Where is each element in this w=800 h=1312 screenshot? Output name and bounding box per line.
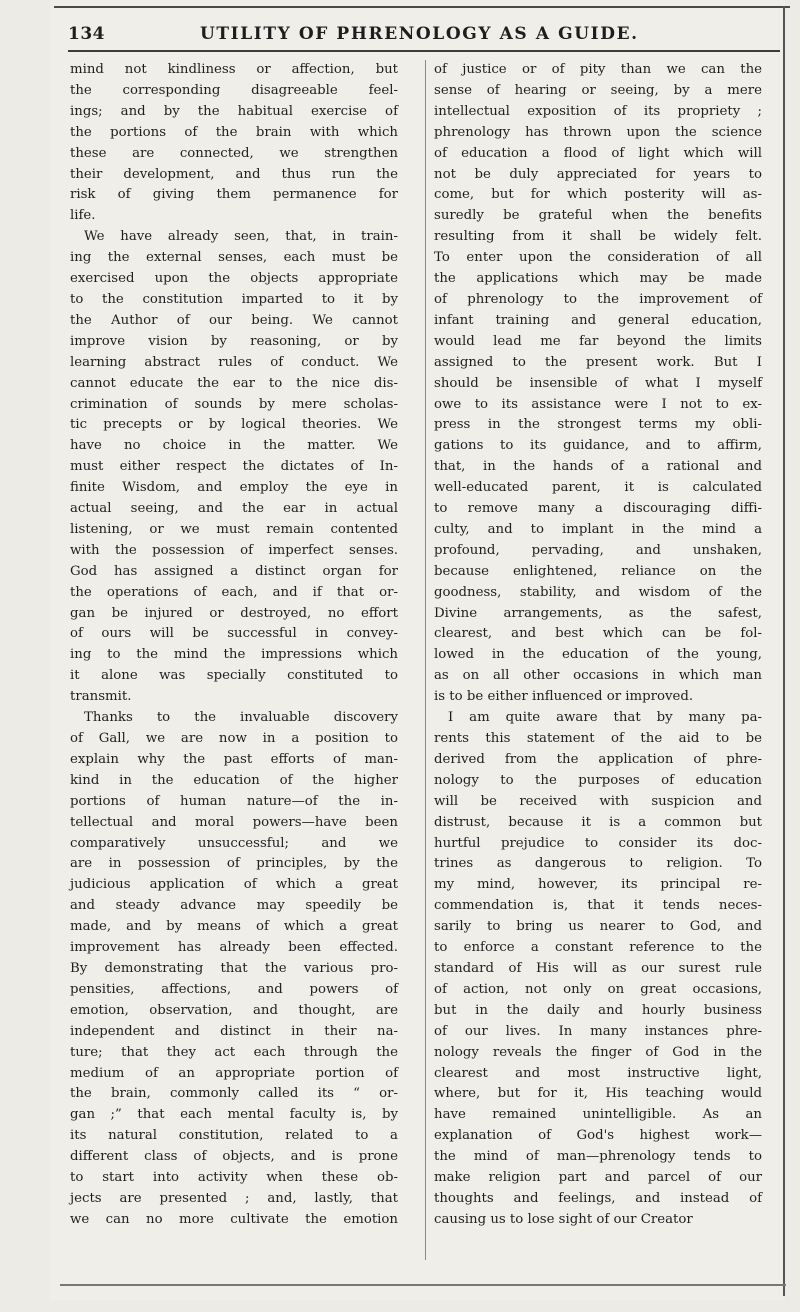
text-line: mind not kindliness or affection, but (70, 62, 398, 77)
text-line: ings; and by the habitual exercise of (70, 103, 398, 119)
text-line: nology to the purposes of education (434, 772, 762, 788)
text-line: ing the external senses, each must be (70, 250, 398, 266)
text-line: sense of hearing or seeing, by a mere (434, 82, 762, 98)
text-line: phrenology has thrown upon the science (434, 124, 762, 140)
running-title: UTILITY OF PHRENOLOGY AS A GUIDE. (200, 24, 639, 44)
text-line: commendation is, that it tends neces- (434, 898, 762, 914)
text-line: gations to its guidance, and to affirm, (434, 438, 762, 454)
text-line: lowed in the education of the young, (434, 647, 762, 663)
text-line: the corresponding disagreeable feel- (70, 82, 398, 98)
left-column (70, 60, 398, 1231)
text-line: make religion part and parcel of our (434, 1170, 762, 1186)
text-line: Thanks to the invaluable discovery (84, 710, 398, 726)
text-line: but in the daily and hourly business (434, 1002, 762, 1018)
text-line: the applications which may be made (434, 271, 762, 287)
text-line: comparatively unsuccessful; and we (70, 835, 398, 851)
text-line: my mind, however, its principal re- (434, 877, 762, 893)
text-line: crimination of sounds by mere scholas- (70, 396, 398, 412)
text-line: goodness, stability, and wisdom of the (434, 584, 762, 600)
text-line: To enter upon the consideration of all (434, 250, 762, 266)
text-line: God has assigned a distinct organ for (70, 563, 398, 579)
text-line: gan ;” that each mental faculty is, by (70, 1107, 398, 1123)
page-right-edge (783, 6, 785, 1296)
text-line: the Author of our being. We cannot (70, 312, 398, 328)
text-line: of Gall, we are now in a position to (70, 731, 398, 746)
text-line: that, in the hands of a rational and (434, 459, 762, 475)
text-line: the brain, commonly called its “ or- (70, 1086, 398, 1102)
column-divider (425, 60, 426, 1260)
text-line: its natural constitution, related to a (70, 1128, 398, 1144)
text-line: owe to its assistance were I not to ex- (434, 396, 762, 412)
text-line: risk of giving them permanence for (70, 187, 398, 203)
text-line: and steady advance may speedily be (70, 898, 398, 914)
text-line: I am quite aware that by many pa- (448, 710, 762, 726)
text-line: we can no more cultivate the emotion (70, 1211, 398, 1227)
text-line: to start into activity when these ob- (70, 1170, 398, 1186)
text-line: of action, not only on great occasions, (434, 981, 762, 997)
text-line: ing to the mind the impressions which (70, 647, 398, 663)
text-line: tic precepts or by logical theories. We (70, 417, 398, 433)
text-line: not be duly appreciated for years to (434, 166, 762, 182)
text-line: are in possession of principles, by the (70, 856, 398, 872)
text-line: learning abstract rules of conduct. We (70, 354, 398, 370)
text-line: standard of His will as our surest rule (434, 960, 762, 976)
text-line: the mind of man—phrenology tends to (434, 1149, 762, 1165)
text-line: as on all other occasions in which man (434, 668, 762, 684)
text-line: would lead me far beyond the limits (434, 333, 762, 349)
text-line: sarily to bring us nearer to God, and (434, 919, 762, 935)
running-header (68, 24, 778, 50)
text-line: finite Wisdom, and employ the eye in (70, 480, 398, 496)
text-line: because enlightened, reliance on the (434, 563, 762, 579)
text-line: culty, and to implant in the mind a (434, 521, 762, 537)
text-line: rents this statement of the aid to be (434, 731, 762, 746)
text-line: medium of an appropriate portion of (70, 1065, 398, 1081)
right-column (434, 60, 762, 1231)
text-line: must either respect the dictates of In- (70, 459, 398, 475)
text-line: with the possession of imperfect senses. (70, 542, 398, 558)
text-line: causing us to lose sight of our Creator (434, 1211, 693, 1227)
text-line: infant training and general education, (434, 312, 762, 328)
text-line: exercised upon the objects appropriate (70, 271, 398, 287)
text-line: Divine arrangements, as the safest, (434, 605, 762, 621)
text-line: is to be either influenced or improved. (434, 689, 694, 705)
text-line: pensities, affections, and powers of (70, 981, 398, 997)
page-top-edge (54, 6, 790, 8)
text-line: transmit. (70, 689, 132, 705)
header-rule (68, 50, 780, 52)
text-line: press in the strongest terms my obli- (434, 417, 762, 433)
text-line: improve vision by reasoning, or by (70, 333, 398, 349)
text-line: different class of objects, and is prone (70, 1149, 398, 1165)
text-line: thoughts and feelings, and instead of (434, 1190, 762, 1206)
text-line: improvement has already been effected. (70, 940, 398, 956)
text-line: of phrenology to the improvement of (434, 291, 762, 307)
text-line: to the constitution imparted to it by (70, 291, 398, 307)
text-line: life. (70, 208, 96, 224)
text-line: gan be injured or destroyed, no effort (70, 605, 398, 621)
text-line: to remove many a discouraging diffi- (434, 501, 762, 517)
text-line: trines as dangerous to religion. To (434, 856, 762, 872)
text-line: explanation of God's highest work— (434, 1128, 762, 1144)
text-line: should be insensible of what I myself (434, 375, 762, 391)
page-number: 134 (68, 24, 105, 44)
text-line: of justice or of pity than we can the (434, 62, 762, 77)
text-line: have no choice in the matter. We (70, 438, 398, 454)
text-line: independent and distinct in their na- (70, 1023, 398, 1039)
text-line: made, and by means of which a great (70, 919, 398, 935)
text-line: actual seeing, and the ear in actual (70, 501, 398, 517)
text-line: it alone was specially constituted to (70, 668, 398, 684)
text-line: We have already seen, that, in train- (84, 229, 398, 245)
text-line: cannot educate the ear to the nice dis- (70, 375, 398, 391)
text-line: the portions of the brain with which (70, 124, 398, 140)
text-line: will be received with suspicion and (434, 793, 762, 809)
text-line: to enforce a constant reference to the (434, 940, 762, 956)
text-line: explain why the past efforts of man- (70, 751, 398, 767)
text-line: emotion, observation, and thought, are (70, 1002, 398, 1018)
text-line: resulting from it shall be widely felt. (434, 229, 762, 245)
text-line: of education a flood of light which will (434, 145, 762, 161)
text-line: distrust, because it is a common but (434, 814, 762, 830)
text-line: these are connected, we strengthen (70, 145, 398, 161)
page-bottom-edge (60, 1284, 786, 1286)
text-line: come, but for which posterity will as- (434, 187, 762, 203)
text-line: clearest, and best which can be fol- (434, 626, 762, 642)
text-line: kind in the education of the higher (70, 772, 398, 788)
text-line: of our lives. In many instances phre- (434, 1023, 762, 1039)
text-line: well-educated parent, it is calculated (434, 480, 762, 496)
text-line: judicious application of which a great (70, 877, 398, 893)
text-line: suredly be grateful when the benefits (434, 208, 762, 224)
text-line: assigned to the present work. But I (434, 354, 762, 370)
text-line: derived from the application of phre- (434, 751, 762, 767)
text-line: jects are presented ; and, lastly, that (70, 1190, 398, 1206)
text-line: hurtful prejudice to consider its doc- (434, 835, 762, 851)
text-line: of ours will be successful in convey- (70, 626, 398, 642)
text-line: listening, or we must remain contented (70, 521, 398, 537)
text-line: ture; that they act each through the (70, 1044, 398, 1060)
text-line: tellectual and moral powers—have been (70, 814, 398, 830)
text-line: profound, pervading, and unshaken, (434, 542, 762, 558)
text-line: their development, and thus run the (70, 166, 398, 182)
text-line: where, but for it, His teaching would (434, 1086, 762, 1102)
text-line: intellectual exposition of its propriety ; (434, 103, 762, 119)
text-line: portions of human nature—of the in- (70, 793, 398, 809)
text-line: nology reveals the finger of God in the (434, 1044, 762, 1060)
text-line: have remained unintelligible. As an (434, 1107, 762, 1123)
text-line: clearest and most instructive light, (434, 1065, 762, 1081)
text-line: By demonstrating that the various pro- (70, 960, 398, 976)
text-line: the operations of each, and if that or- (70, 584, 398, 600)
